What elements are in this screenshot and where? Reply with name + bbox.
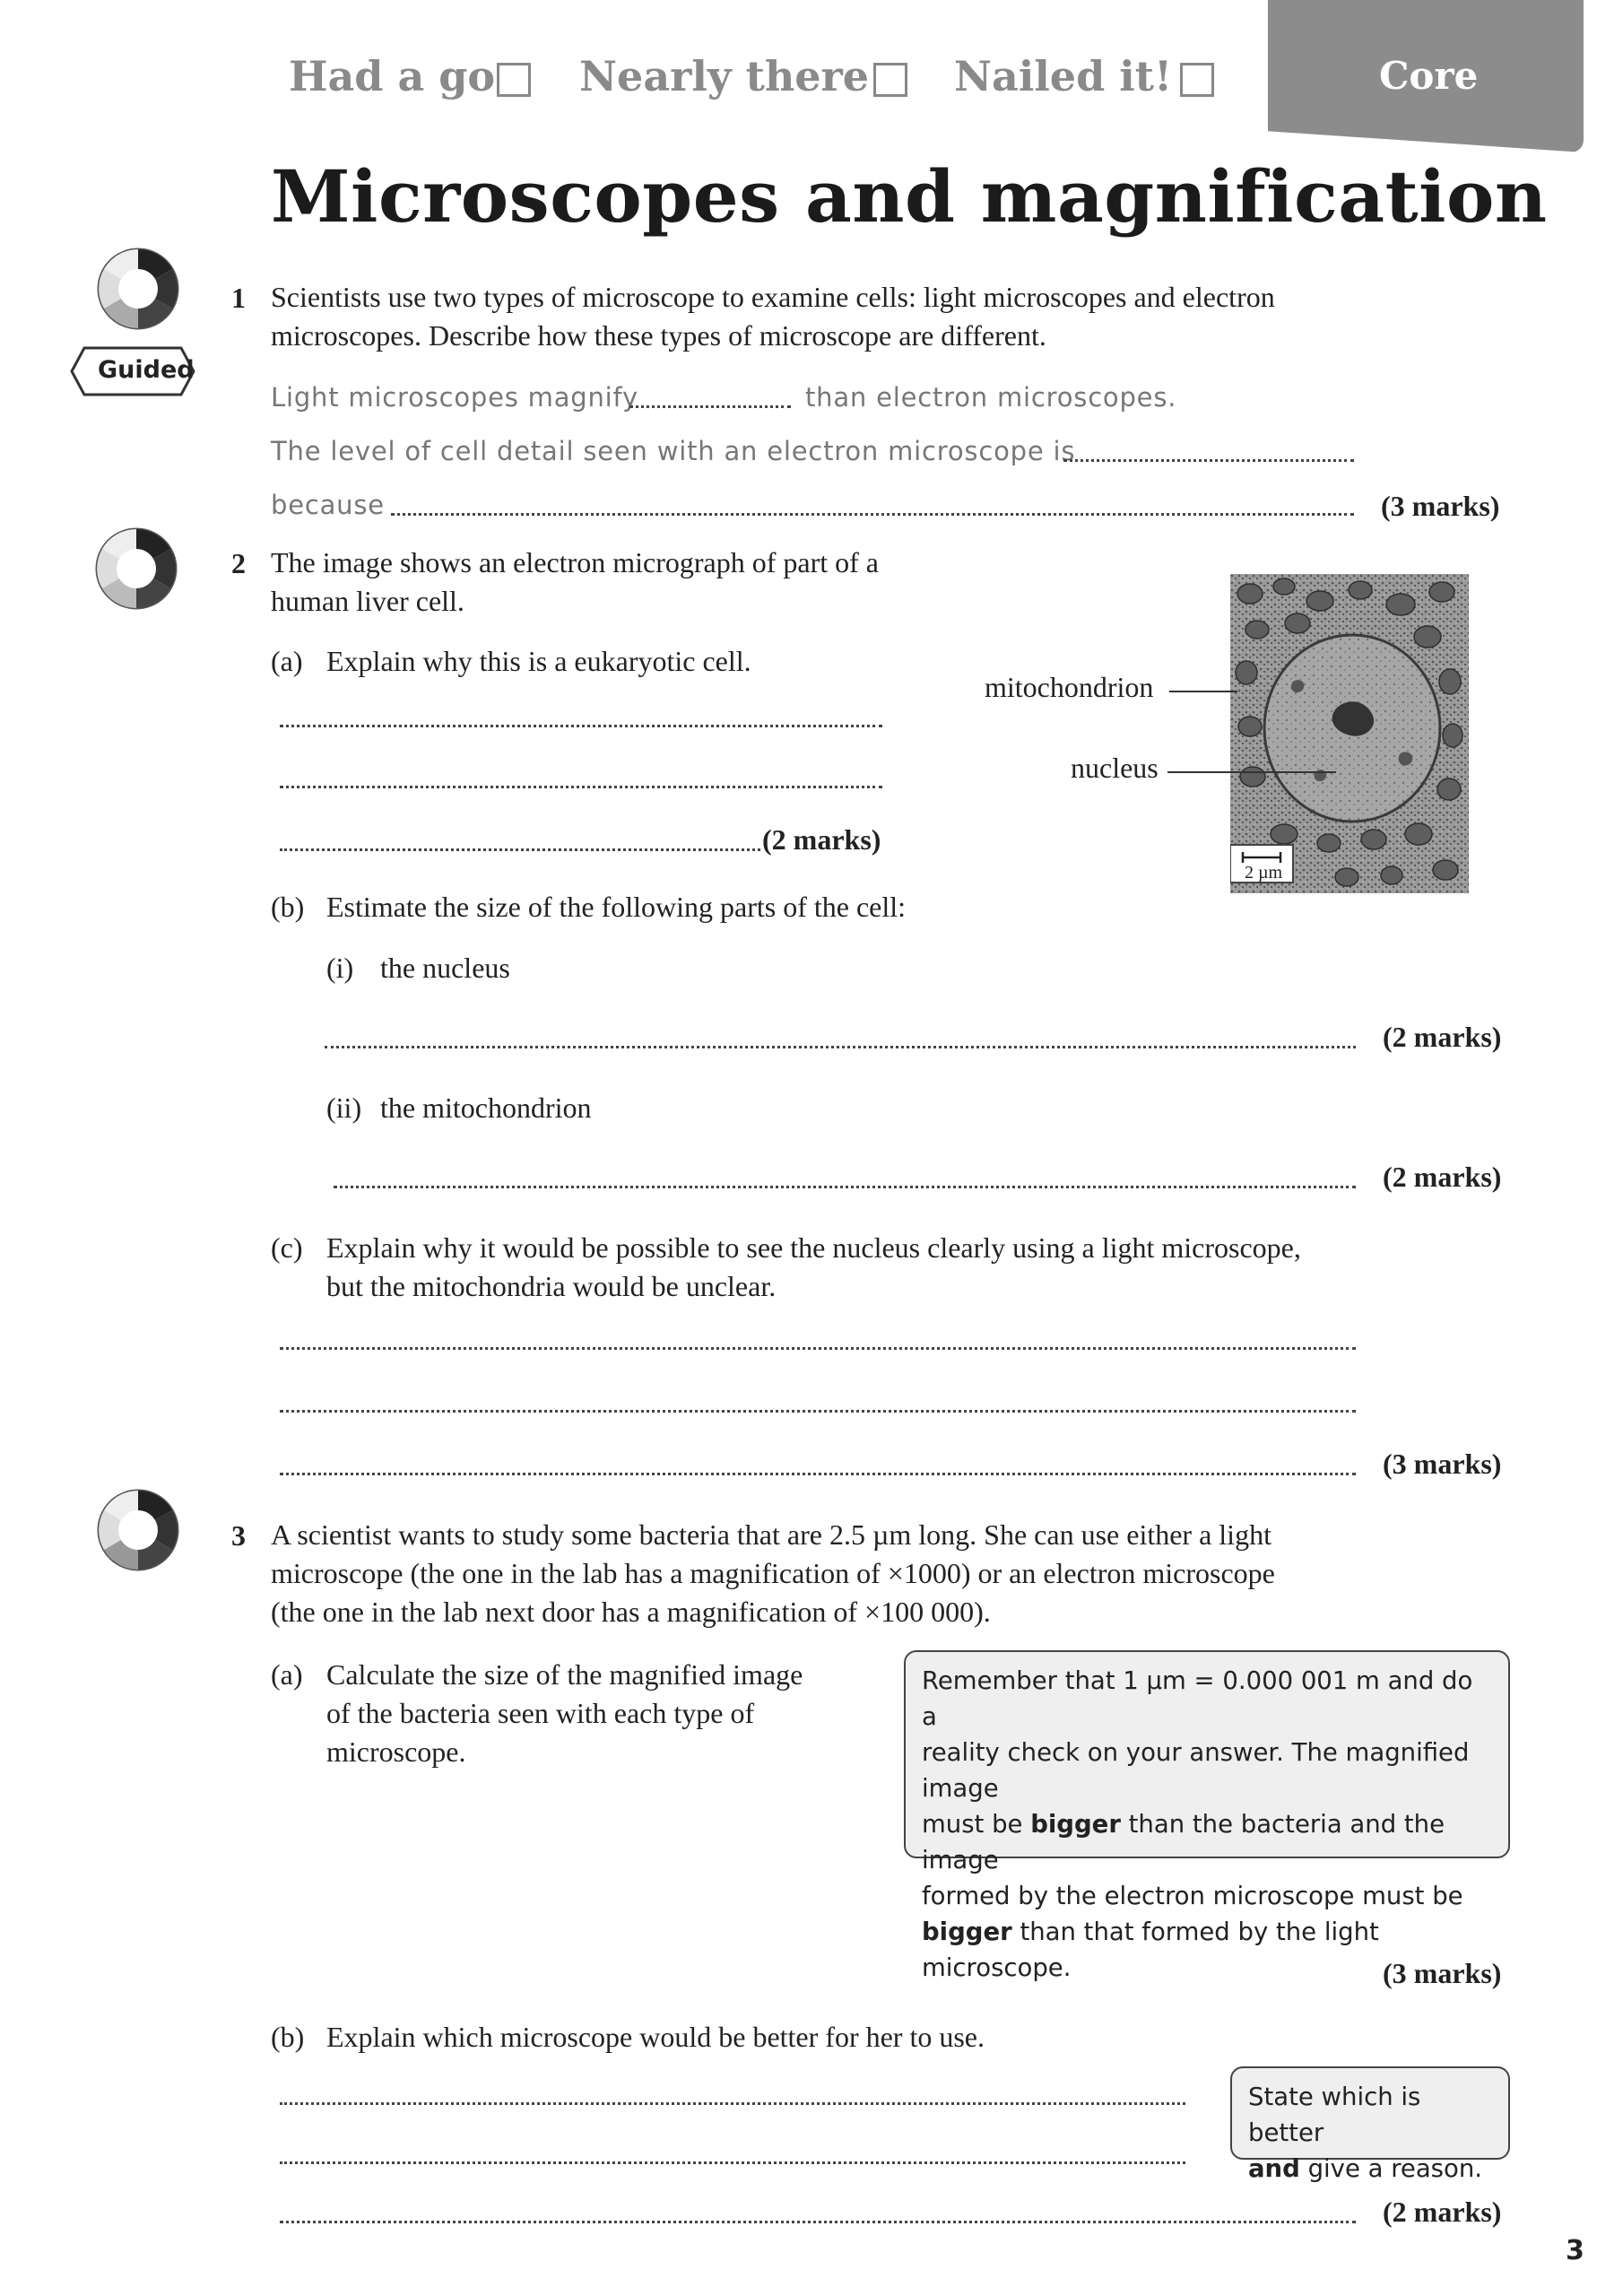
- page-title: Microscopes and magnification: [271, 154, 1548, 239]
- q3a-text-line-2: of the bacteria seen with each type of: [326, 1697, 755, 1729]
- q1-guide-line-2: The level of cell detail seen with an electron microscope is: [271, 436, 1076, 466]
- had-a-go-checkbox[interactable]: [497, 63, 531, 97]
- q3a-working-space[interactable]: [271, 1874, 1347, 1955]
- q3b-marks: (2 marks): [1383, 2196, 1502, 2228]
- difficulty-dial-icon: [93, 244, 183, 334]
- q3b-label: (b): [271, 2021, 305, 2053]
- scale-bar-label: 2 µm: [1245, 863, 1283, 883]
- q1-answer-blank-1[interactable]: [629, 405, 791, 408]
- q2c-text-line-1: Explain why it would be possible to see the nucleus clearly using a light microscope,: [326, 1231, 1301, 1264]
- q1-answer-blank-3[interactable]: [391, 513, 1354, 516]
- q3a-hint-line-4: formed by the electron microscope must be: [922, 1882, 1463, 1910]
- q2c-answer-line-2[interactable]: [280, 1410, 1356, 1413]
- nailed-it-label: Nailed it!: [954, 52, 1173, 100]
- leader-line-nucleus: [1167, 771, 1336, 773]
- q1-text-line-1: Scientists use two types of microscope to examine cells: light microscopes and electron: [271, 281, 1275, 313]
- q2c-marks: (3 marks): [1383, 1448, 1502, 1480]
- q2c-answer-line-3[interactable]: [280, 1473, 1356, 1475]
- q2b-text: Estimate the size of the following parts of the cell:: [326, 891, 907, 923]
- q2bii-text: the mitochondrion: [380, 1091, 592, 1124]
- q1-guide-line-1a: Light microscopes magnify: [271, 382, 638, 413]
- q3b-answer-line-3[interactable]: [280, 2221, 1356, 2223]
- q2bii-answer-line[interactable]: [334, 1186, 1356, 1188]
- q2a-answer-line-1[interactable]: [280, 725, 882, 727]
- q3a-marks: (3 marks): [1383, 1957, 1502, 1989]
- q1-guide-line-1b: than electron microscopes.: [805, 382, 1177, 413]
- q3-number: 3: [231, 1519, 246, 1552]
- q3a-hint-line-3: must be bigger than the bacteria and the image: [922, 1810, 1445, 1874]
- label-nucleus: nucleus: [1071, 752, 1159, 784]
- had-a-go-label: Had a go: [289, 52, 496, 100]
- q2a-marks: (2 marks): [762, 823, 881, 856]
- nearly-there-label: Nearly there: [579, 52, 870, 100]
- q3a-hint-line-2: reality check on your answer. The magnified image: [922, 1738, 1470, 1803]
- q2bi-label: (i): [326, 952, 354, 984]
- q2bi-marks: (2 marks): [1383, 1021, 1502, 1053]
- q3b-text: Explain which microscope would be better for her to use.: [326, 2021, 985, 2053]
- q2-number: 2: [231, 547, 246, 579]
- q3b-hint-line-1: State which is better: [1248, 2083, 1421, 2147]
- guided-label: Guided: [98, 356, 195, 384]
- q1-text-line-2: microscopes. Describe how these types of microscope are different.: [271, 319, 1046, 352]
- q1-number: 1: [231, 282, 246, 314]
- q2c-label: (c): [271, 1231, 303, 1264]
- q2c-answer-line-1[interactable]: [280, 1347, 1356, 1350]
- nailed-it-checkbox[interactable]: [1180, 63, 1214, 97]
- q3a-hint-line-5: bigger than that formed by the light microscope.: [922, 1918, 1379, 1982]
- label-mitochondrion: mitochondrion: [985, 671, 1154, 703]
- core-label: Core: [1379, 54, 1479, 98]
- q3a-text-line-3: microscope.: [326, 1735, 466, 1768]
- q3b-answer-line-2[interactable]: [280, 2161, 1185, 2164]
- q3b-hint-box: [1230, 2066, 1510, 2183]
- q2-text-line-1: The image shows an electron micrograph of part of a: [271, 546, 879, 578]
- page-number: 3: [1566, 2235, 1584, 2266]
- leader-line-mitochondrion: [1169, 691, 1237, 692]
- q3a-label: (a): [271, 1658, 303, 1691]
- q2bi-answer-line[interactable]: [325, 1046, 1356, 1048]
- q3a-hint-line-1: Remember that 1 µm = 0.000 001 m and do a: [922, 1666, 1473, 1731]
- q3b-answer-line-1[interactable]: [280, 2102, 1185, 2105]
- q3b-hint-line-2: and give a reason.: [1248, 2154, 1482, 2183]
- q2a-label: (a): [271, 645, 303, 677]
- q1-guide-line-3: because: [271, 490, 385, 520]
- q1-marks: (3 marks): [1381, 490, 1500, 522]
- q2b-label: (b): [271, 891, 305, 923]
- q2bii-marks: (2 marks): [1383, 1161, 1502, 1193]
- q2c-text-line-2: but the mitochondria would be unclear.: [326, 1270, 777, 1302]
- q2bi-text: the nucleus: [380, 952, 510, 984]
- q2a-answer-line-2[interactable]: [280, 786, 882, 788]
- liver-cell-micrograph: [1230, 574, 1469, 893]
- q2a-answer-line-3[interactable]: [280, 848, 760, 851]
- q3-text-line-1: A scientist wants to study some bacteria that are 2.5 µm long. She can use either a light: [271, 1518, 1271, 1551]
- q3a-text-line-1: Calculate the size of the magnified image: [326, 1658, 803, 1691]
- q2a-text: Explain why this is a eukaryotic cell.: [326, 645, 751, 677]
- nearly-there-checkbox[interactable]: [873, 63, 907, 97]
- q2-text-line-2: human liver cell.: [271, 585, 464, 617]
- difficulty-dial-icon: [91, 524, 181, 613]
- q3-text-line-3: (the one in the lab next door has a magnification of ×100 000).: [271, 1596, 991, 1628]
- difficulty-dial-icon: [93, 1485, 183, 1575]
- q1-answer-blank-2[interactable]: [1063, 459, 1354, 462]
- q3-text-line-2: microscope (the one in the lab has a magnification of ×1000) or an electron microscope: [271, 1557, 1275, 1589]
- q2bii-label: (ii): [326, 1091, 362, 1124]
